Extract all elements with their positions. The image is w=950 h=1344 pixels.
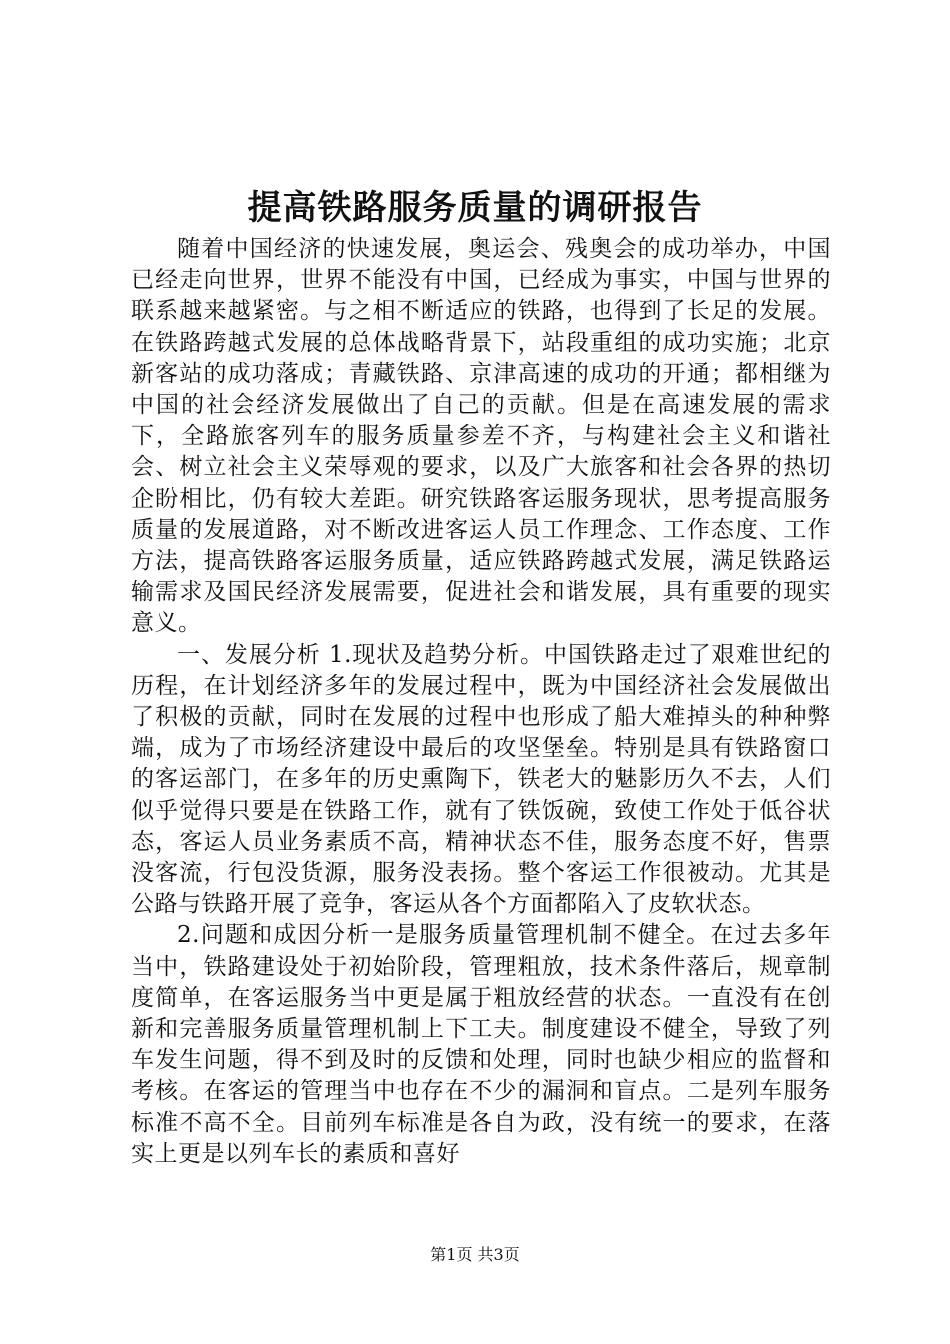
paragraph-problem-analysis: 2.问题和成因分析一是服务质量管理机制不健全。在过去多年当中，铁路建设处于初始阶段，管理粗放，技术条件落后，规章制度简单，在客运服务当中更是属于粗放经营的状态。一直没有在创新和完善服务质量管理机制上下工夫。制度建设不健全，导致了列车发生问题，得不到及时的反馈和处理，同时也缺少相应的监督和考核。在客运的管理当中也存在不少的漏洞和盲点。二是列车服务标准不高不全。目前列车标准是各自为政，没有统一的要求，在落实上更是以列车长的素质和喜好 [131, 922, 831, 1167]
paragraph-development-analysis: 一、发展分析 1.现状及趋势分析。中国铁路走过了艰难世纪的历程，在计划经济多年的发展过程中，既为中国经济社会发展做出了积极的贡献，同时在发展的过程中也形成了船大难掉头的种种弊端，成为了市场经济建设中最后的攻坚堡垒。特别是具有铁路窗口的客运部门，在多年的历史熏陶下，铁老大的魅影历久不去，人们似乎觉得只要是在铁路工作，就有了铁饭碗，致使工作处于低谷状态，客运人员业务素质不高，精神状态不佳，服务态度不好，售票没客流，行包没货源，服务没表扬。整个客运工作很被动。尤其是公路与铁路开展了竞争，客运从各个方面都陷入了皮软状态。 [131, 641, 831, 918]
page-number-footer: 第1页 共3页 [430, 1245, 520, 1264]
document-body [131, 234, 831, 1170]
paragraph-intro: 随着中国经济的快速发展，奥运会、残奥会的成功举办，中国已经走向世界，世界不能没有中国，已经成为事实，中国与世界的联系越来越紧密。与之相不断适应的铁路，也得到了长足的发展。在铁路跨越式发展的总体战略背景下，站段重组的成功实施；北京新客站的成功落成；青藏铁路、京津高速的成功的开通；都相继为中国的社会经济发展做出了自己的贡献。但是在高速发展的需求下，全路旅客列车的服务质量参差不齐，与构建社会主义和谐社会、树立社会主义荣辱观的要求，以及广大旅客和社会各界的热切企盼相比，仍有较大差距。研究铁路客运服务现状，思考提高服务质量的发展道路，对不断改进客运人员工作理念、工作态度、工作方法，提高铁路客运服务质量，适应铁路跨越式发展，满足铁路运输需求及国民经济发展需要，促进社会和谐发展，具有重要的现实意义。 [131, 236, 831, 637]
document-title: 提高铁路服务质量的调研报告 [247, 188, 703, 228]
